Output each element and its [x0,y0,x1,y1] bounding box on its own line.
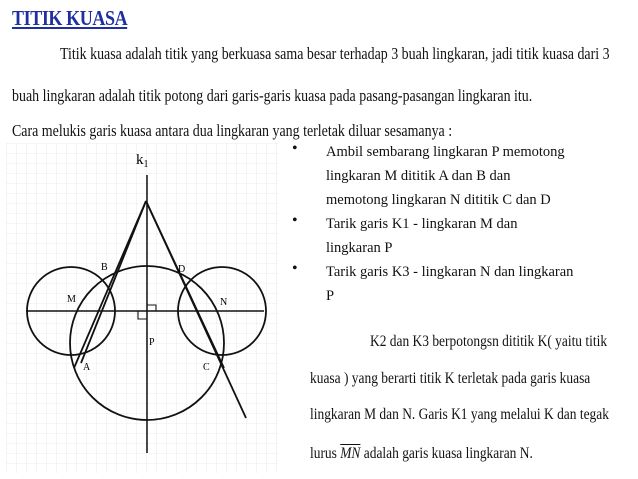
step-1-line-1: Ambil sembarang lingkaran P memotong [326,144,565,160]
steps-list [290,140,635,308]
step-1-line-2: lingkaran M dititik A dan B dan [326,168,511,184]
grid-background [6,143,278,473]
step-item-2 [290,212,635,260]
step-item-3 [290,260,635,308]
label-b: B [101,262,108,273]
step-item-1 [290,140,635,212]
label-m: M [67,294,76,305]
label-k1: $k_1$ [136,152,149,170]
conclusion-line-4-suffix: adalah garis kuasa lingkaran N. [363,445,533,462]
label-p: P [149,337,155,348]
conclusion-line-3: lingkaran M dan N. Garis K1 yang melalui K dan tegak [310,406,609,423]
intro-paragraph-line-1: Titik kuasa adalah titik yang berkuasa sama besar terhadap 3 buah lingkaran, jadi titik kuasa dari 3 [60,44,610,63]
label-c: C [203,362,210,373]
conclusion-line-1: K2 dan K3 berpotongsn dititik K( yaitu titik [370,333,608,350]
step-2-line-2: lingkaran P [326,240,393,256]
step-3-line-1: Tarik garis K3 - lingkaran N dan lingkaran [326,264,574,280]
radical-axis-figure [6,143,278,473]
segment-mn: $\overline{MN}$ [340,445,361,462]
conclusion-line-4 [310,445,533,463]
label-d: D [178,264,186,275]
label-a: A [83,362,91,373]
step-2-line-1: Tarik garis K1 - lingkaran M dan [326,216,518,232]
step-1-line-3: memotong lingkaran N dititik C dan D [326,192,551,208]
bullet-icon: • [292,212,298,229]
label-n: N [220,297,228,308]
conclusion-line-2: kuasa ) yang berarti titik K terletak pada garis kuasa [310,370,591,387]
step-3-line-2: P [326,288,335,304]
intro-paragraph-line-3: Cara melukis garis kuasa antara dua lingkaran yang terletak diluar sesamanya : [12,121,453,140]
conclusion-line-4-prefix: lurus [310,445,337,462]
bullet-icon: • [292,260,298,277]
page-title: TITIK KUASA [12,6,128,30]
bullet-icon: • [292,140,298,157]
intro-paragraph-line-2: buah lingkaran adalah titik potong dari garis-garis kuasa pada pasang-pasangan lingkaran itu. [12,86,533,105]
